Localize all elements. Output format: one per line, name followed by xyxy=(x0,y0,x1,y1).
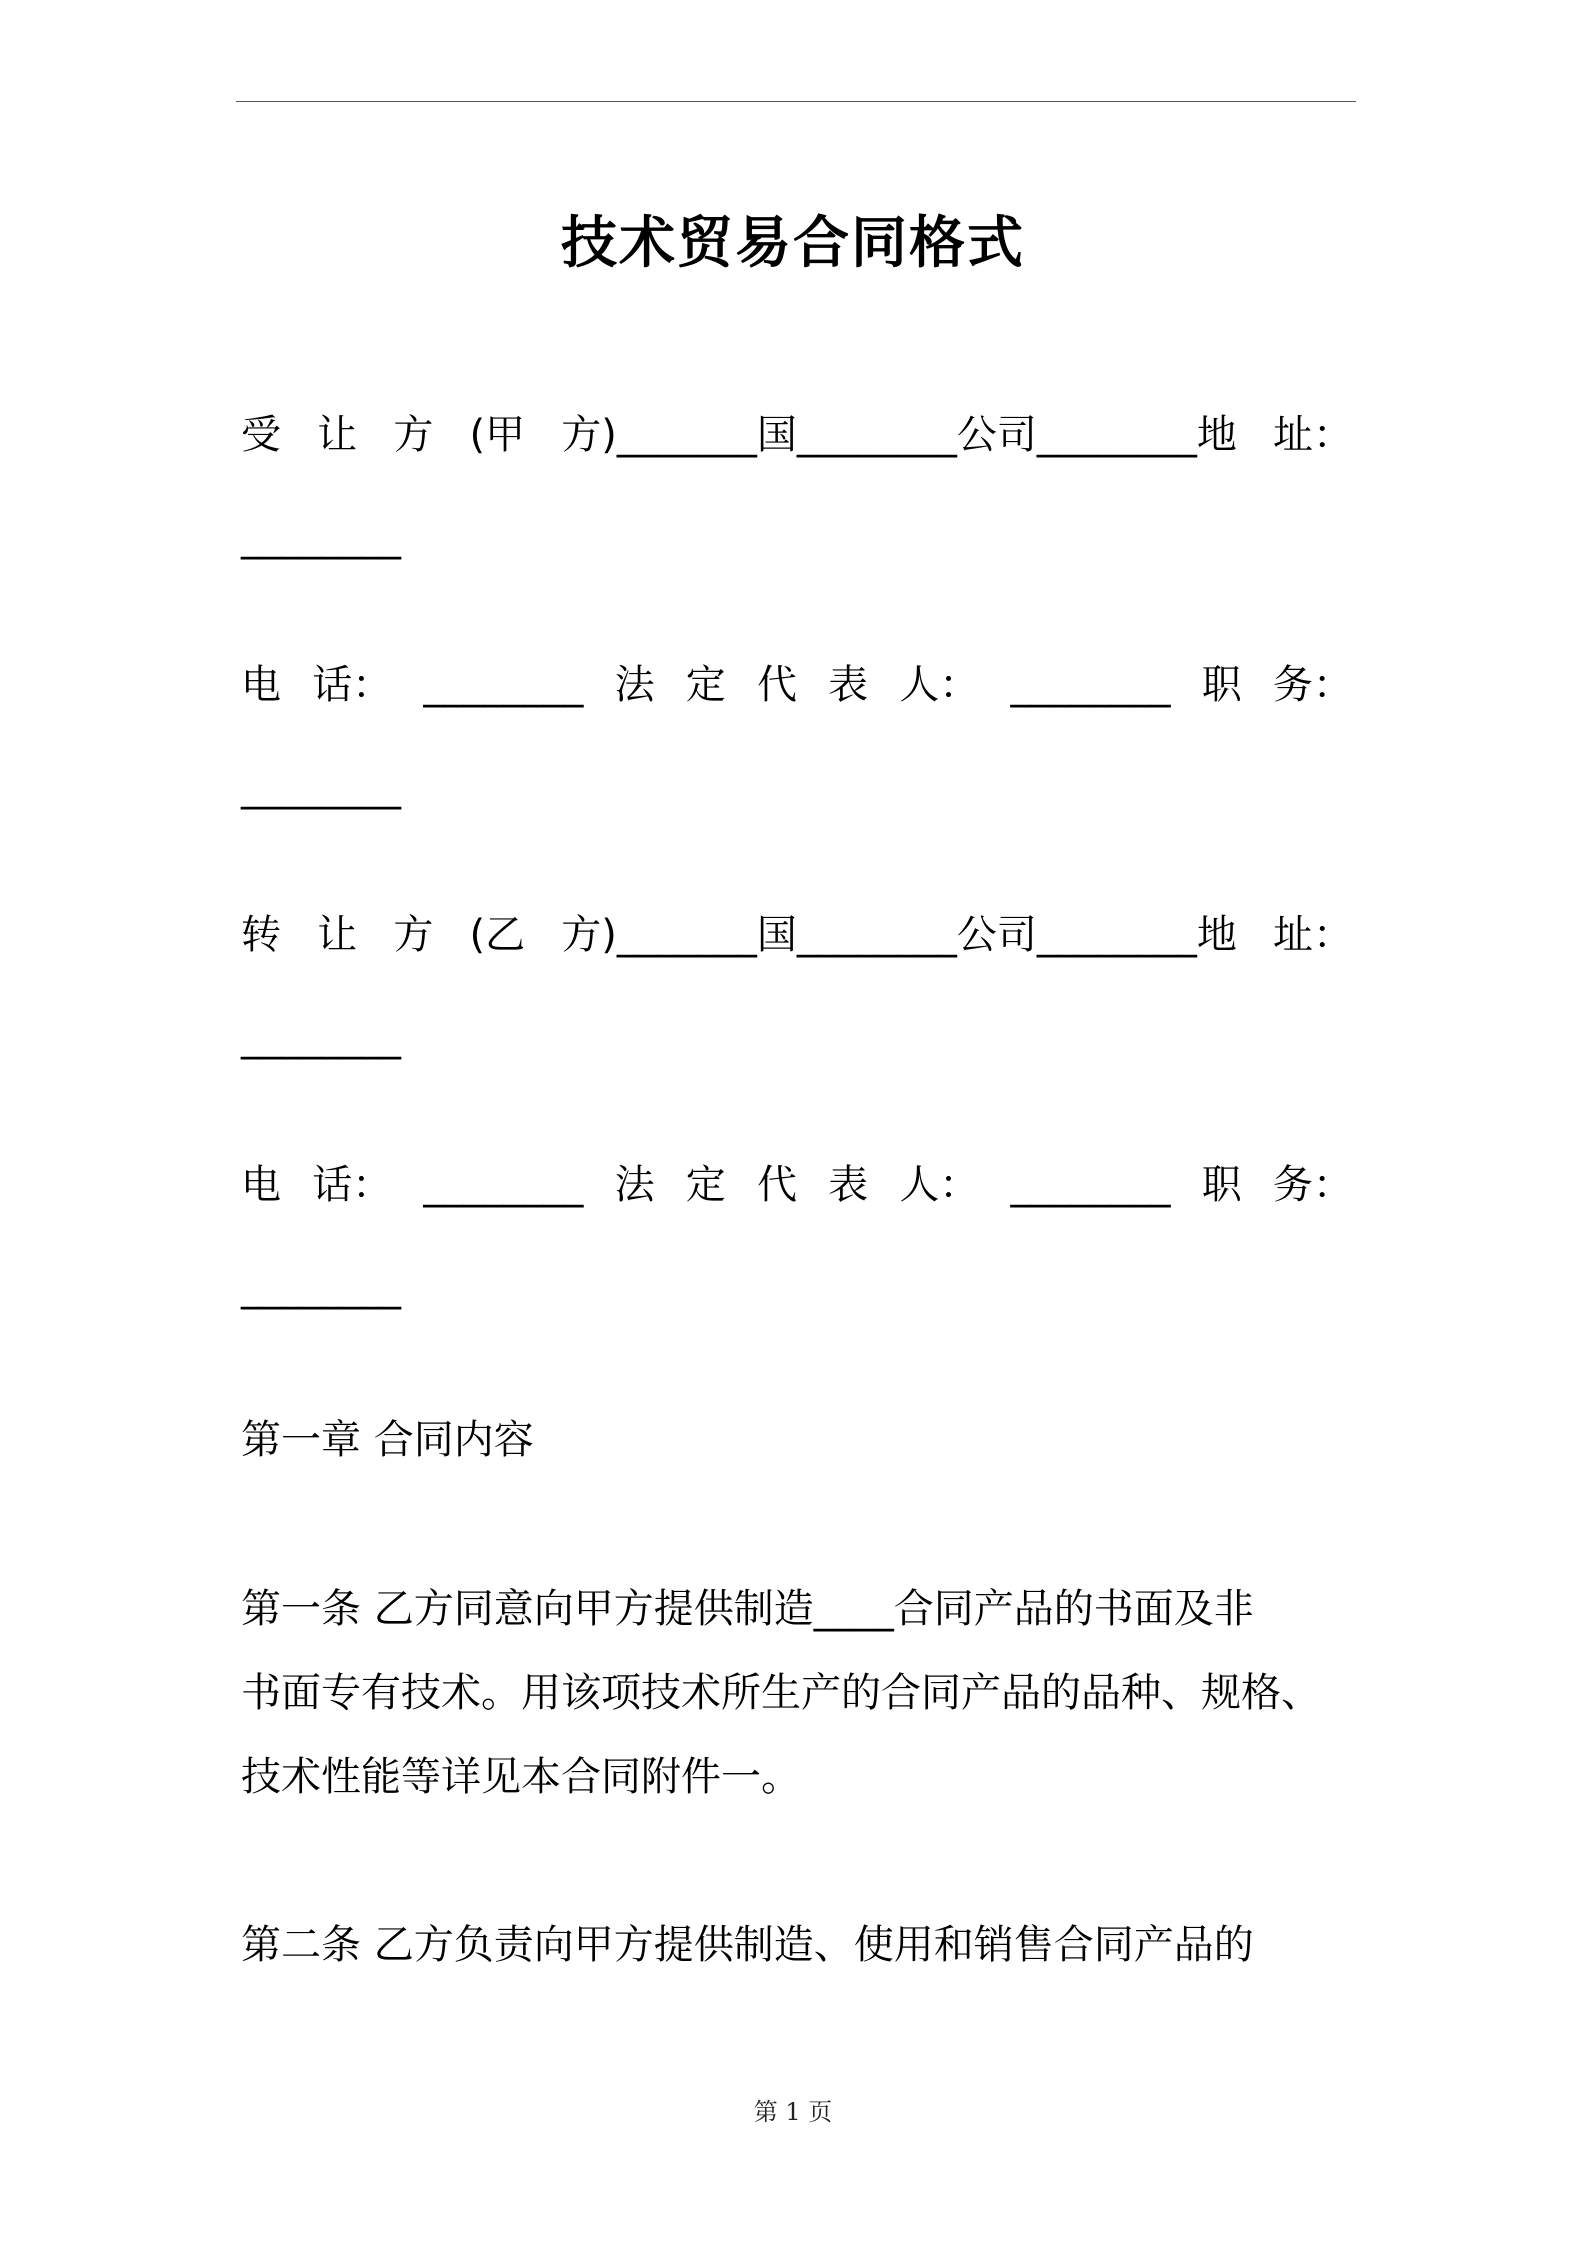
party-b-title-blank: ________ xyxy=(241,1264,401,1310)
party-b-address-blank: ________ xyxy=(241,1014,401,1060)
party-b-phone-line: 电 话： ________ 法 定 代 表 人： ________ 职 务： xyxy=(241,1162,1353,1208)
article-1-line: 技术性能等详见本合同附件一。 xyxy=(241,1754,801,1800)
party-a-address-blank: ________ xyxy=(241,514,401,560)
party-a-title-blank: ________ xyxy=(241,764,401,810)
article-2 xyxy=(241,1903,1353,1987)
page-number: 第 1 页 xyxy=(753,2098,833,2126)
article-1-line: 第一条 乙方同意向甲方提供制造____合同产品的书面及非 xyxy=(241,1586,1254,1632)
article-1 xyxy=(241,1567,1353,1819)
party-b-line: 转 让 方 (乙 方)_______国________公司________地 址： xyxy=(241,912,1353,958)
header-rule xyxy=(236,101,1356,102)
chapter-heading: 第一章 合同内容 xyxy=(241,1417,534,1463)
article-2-line: 第二条 乙方负责向甲方提供制造、使用和销售合同产品的 xyxy=(241,1922,1254,1968)
document-title: 技术贸易合同格式 xyxy=(561,211,1025,276)
article-1-line: 书面专有技术。用该项技术所生产的合同产品的品种、规格、 xyxy=(241,1670,1321,1716)
party-a-line: 受 让 方 (甲 方)_______国________公司________地 址： xyxy=(241,412,1353,458)
party-a-phone-line: 电 话： ________ 法 定 代 表 人： ________ 职 务： xyxy=(241,662,1353,708)
